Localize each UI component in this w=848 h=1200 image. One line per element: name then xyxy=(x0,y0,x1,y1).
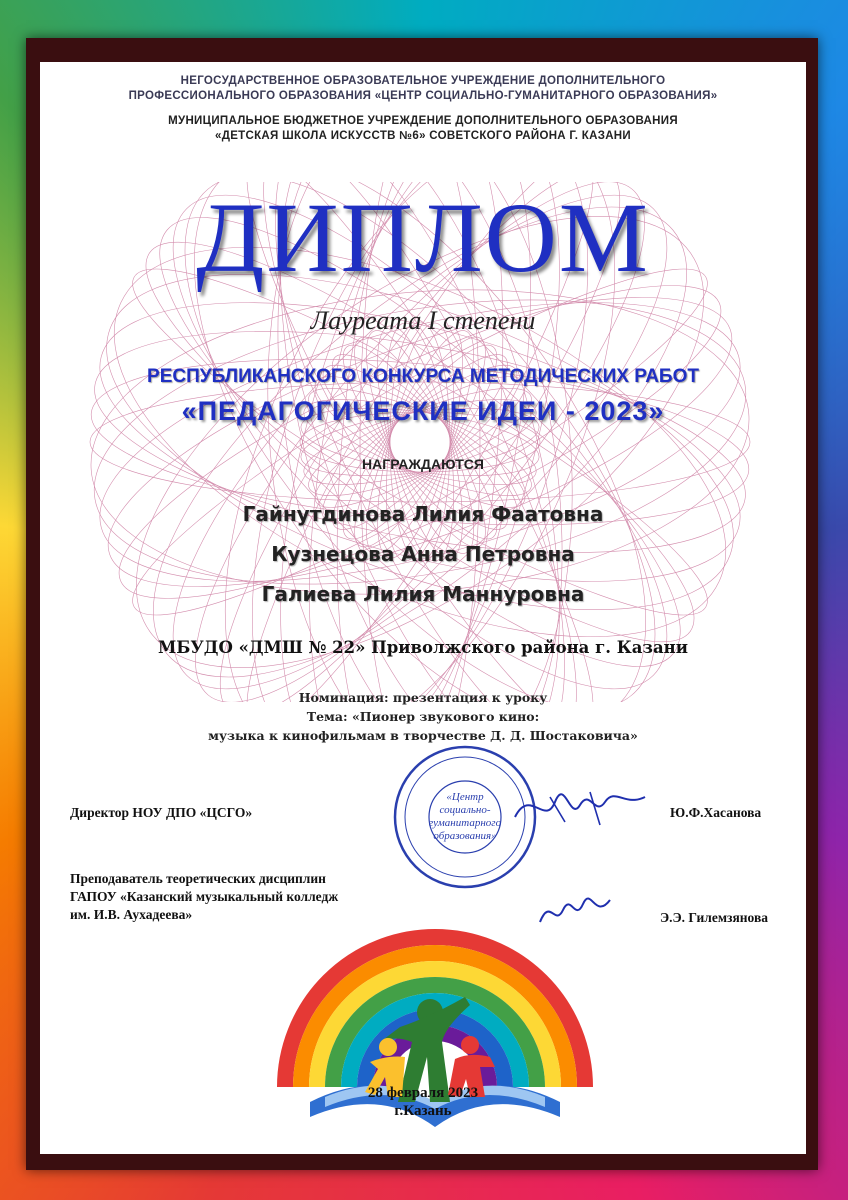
topic-line-2: музыка к кинофильмам в творчестве Д. Д. Шостаковича» xyxy=(208,728,638,743)
awardee-name: Кузнецова Анна Петровна xyxy=(271,542,575,566)
date-text: 28 февраля 2023 xyxy=(367,1085,479,1101)
coorganizer-line-2: «ДЕТСКАЯ ШКОЛА ИСКУССТВ №6» СОВЕТСКОГО РАЙОНА Г. КАЗАНИ xyxy=(215,130,631,142)
director-name: Ю.Ф.Хасанова xyxy=(670,805,762,820)
school-name: МБУДО «ДМШ № 22» Приволжского района г. Казани xyxy=(158,638,688,657)
diploma-sheet xyxy=(40,62,806,1154)
stamp-text: образования» xyxy=(433,830,497,842)
issue-date xyxy=(40,1084,806,1120)
teacher-name: Э.Э. Гилемзянова xyxy=(660,910,769,925)
teacher-role-line: им. И.В. Аухадеева» xyxy=(70,907,193,922)
awarded-label: НАГРАЖДАЮТСЯ xyxy=(362,456,484,472)
teacher-role xyxy=(70,870,338,924)
contest-name: «ПЕДАГОГИЧЕСКИЕ ИДЕИ - 2023» xyxy=(181,396,665,426)
teacher-role-line: Преподаватель теоретических дисциплин xyxy=(70,871,326,886)
diploma-title: ДИПЛОМ xyxy=(196,182,650,293)
organizer-line-2: ПРОФЕССИОНАЛЬНОГО ОБРАЗОВАНИЯ «ЦЕНТР СОЦИАЛЬНО-ГУМАНИТАРНОГО ОБРАЗОВАНИЯ» xyxy=(128,90,718,102)
director-role: Директор НОУ ДПО «ЦСГО» xyxy=(70,805,253,820)
coorganizer-line-1: МУНИЦИПАЛЬНОЕ БЮДЖЕТНОЕ УЧРЕЖДЕНИЕ ДОПОЛНИТЕЛЬНОГО ОБРАЗОВАНИЯ xyxy=(168,115,678,127)
awardee-name: Гайнутдинова Лилия Фаатовна xyxy=(242,502,604,526)
nomination-line: Номинация: презентация к уроку xyxy=(298,690,548,705)
stamp-text: социально- xyxy=(439,804,491,816)
coorganizer-header xyxy=(40,114,806,144)
stamp-text: гуманитарного xyxy=(428,817,502,829)
director-signature xyxy=(510,777,650,837)
topic-line-1: Тема: «Пионер звукового кино: xyxy=(306,709,540,724)
nomination-block xyxy=(40,688,806,745)
awardee-name: Галиева Лилия Маннуровна xyxy=(261,582,585,606)
teacher-role-line: ГАПОУ «Казанский музыкальный колледж xyxy=(70,889,339,904)
stamp-text: «Центр xyxy=(446,791,484,803)
organizer-header xyxy=(40,74,806,104)
guilloche-line xyxy=(390,322,450,562)
contest-type: РЕСПУБЛИКАНСКОГО КОНКУРСА МЕТОДИЧЕСКИХ РАБОТ xyxy=(147,366,699,387)
organizer-line-1: НЕГОСУДАРСТВЕННОЕ ОБРАЗОВАТЕЛЬНОЕ УЧРЕЖДЕНИЕ ДОПОЛНИТЕЛЬНОГО xyxy=(180,75,666,87)
laureate-degree: Лауреата I степени xyxy=(310,306,536,335)
city-text: г.Казань xyxy=(394,1103,452,1119)
